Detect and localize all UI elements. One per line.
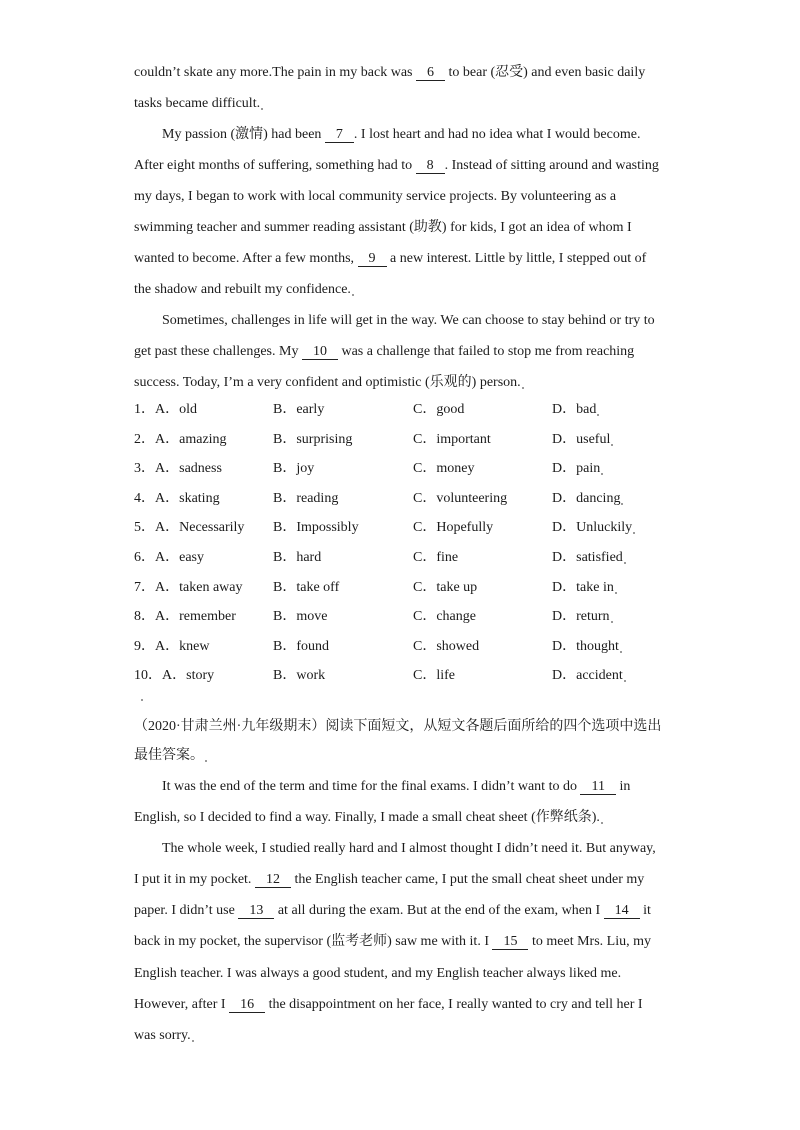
option-text: satisfied: [576, 549, 623, 565]
paragraph: [134, 771, 694, 833]
question-number: 4．: [134, 490, 155, 506]
option-a: [134, 632, 209, 662]
option-label: B．: [273, 549, 297, 565]
text-segment: was a challenge that failed to stop me from reaching: [337, 344, 635, 359]
paragraph-line: [134, 336, 694, 367]
option-d: [552, 454, 603, 484]
option-label: C．: [413, 549, 437, 565]
option-text: skating: [179, 490, 220, 506]
text-segment: couldn’t skate any more.The pain in my back was: [134, 65, 416, 80]
option-c: [413, 661, 455, 691]
paragraph-line: [134, 88, 694, 119]
option-d: [552, 661, 626, 691]
answer-blank: 11: [580, 779, 615, 795]
option-b: [273, 513, 359, 543]
option-text: sadness: [179, 461, 222, 477]
option-label: A．: [155, 461, 180, 477]
text-segment: get past these challenges. My: [134, 344, 302, 359]
option-label: A．: [155, 549, 180, 565]
option-b: [273, 602, 327, 632]
option-label: A．: [155, 520, 180, 536]
paragraph-line: [134, 864, 694, 895]
question-number: 1．: [134, 402, 155, 417]
option-a: [134, 484, 220, 514]
option-a: [134, 543, 204, 573]
option-a: [134, 395, 197, 425]
text-segment: After eight months of suffering, something had to: [134, 158, 416, 173]
option-c: [413, 543, 458, 573]
option-label: C．: [413, 402, 437, 417]
option-d: [552, 425, 613, 455]
option-label: C．: [413, 668, 437, 684]
empty-paragraph-mark: [141, 699, 143, 701]
paragraph-line: [134, 926, 694, 957]
option-text: reading: [296, 490, 339, 506]
paragraph: [134, 57, 694, 119]
option-label: D．: [552, 431, 577, 447]
option-text: life: [436, 668, 455, 684]
option-d: [552, 543, 626, 573]
option-text: knew: [179, 638, 210, 654]
option-text: Necessarily: [179, 520, 245, 536]
option-d: [552, 395, 599, 425]
paragraph-line: [134, 181, 694, 212]
option-text: money: [436, 461, 475, 477]
option-b: [273, 661, 325, 691]
answer-blank: 14: [604, 903, 640, 919]
option-b: [273, 632, 329, 662]
paragraph-line: [134, 771, 694, 802]
option-d: [552, 573, 617, 603]
text-segment: was sorry.: [134, 1027, 191, 1043]
paragraph: [134, 119, 694, 305]
option-text: take off: [296, 579, 340, 595]
option-label: A．: [155, 579, 180, 595]
option-b: [273, 454, 314, 484]
option-a: [134, 573, 242, 603]
text-segment: The whole week, I studied really hard and I almost thought I didn’t need it. But anyway,: [162, 841, 656, 857]
paragraph: [134, 305, 694, 398]
answer-blank: 6: [416, 65, 445, 81]
option-label: C．: [413, 579, 437, 595]
text-segment: my days, I began to work with local community service projects. By volunteering as a: [134, 189, 617, 204]
text-segment: . I lost heart and had no idea what I would become.: [353, 127, 641, 142]
passage-1: [134, 57, 694, 398]
option-c: [413, 454, 474, 484]
text-segment: to bear (忍受) and even basic daily: [445, 65, 646, 80]
question-number: 10．: [134, 668, 162, 684]
text-segment: tasks became difficult.: [134, 96, 261, 111]
option-label: D．: [552, 490, 577, 506]
option-b: [273, 484, 338, 514]
text-segment: at all during the exam. But at the end of the exam, when I: [274, 903, 604, 919]
option-label: A．: [155, 638, 180, 654]
option-text: move: [296, 609, 328, 625]
passage-2: [134, 771, 694, 1051]
text-segment: However, after I: [134, 996, 230, 1012]
answer-blank: 7: [325, 127, 354, 143]
option-text: taken away: [179, 579, 243, 595]
option-label: C．: [413, 520, 437, 536]
option-label: B．: [273, 609, 297, 625]
option-label: B．: [273, 579, 297, 595]
option-label: C．: [413, 490, 437, 506]
option-c: [413, 395, 464, 425]
question-row: [134, 573, 694, 603]
option-text: fine: [436, 549, 459, 565]
option-c: [413, 484, 507, 514]
paragraph-line: [134, 274, 694, 305]
option-b: [273, 543, 321, 573]
question-number: 3．: [134, 461, 155, 477]
option-d: [552, 602, 613, 632]
option-text: accident: [576, 668, 623, 684]
option-b: [273, 573, 339, 603]
option-text: change: [436, 609, 476, 625]
option-text: useful: [576, 431, 611, 447]
text-segment: the shadow and rebuilt my confidence.: [134, 282, 351, 297]
option-text: amazing: [179, 431, 227, 447]
text-segment: swimming teacher and summer reading assistant (助教) for kids, I got an idea of whom I: [134, 220, 632, 235]
option-a: [134, 454, 222, 484]
answer-blank: 13: [238, 903, 274, 919]
question-number: 9．: [134, 638, 155, 654]
text-segment: a new interest. Little by little, I stepped out of: [386, 251, 647, 266]
question-row: [134, 632, 694, 662]
text-segment: it: [639, 903, 651, 919]
paragraph-line: [134, 212, 694, 243]
question-number: 6．: [134, 549, 155, 565]
option-c: [413, 632, 479, 662]
option-label: D．: [552, 609, 577, 625]
paragraph-line: [134, 305, 694, 336]
option-label: A．: [162, 668, 187, 684]
question-row: [134, 602, 694, 632]
paragraph-line: [134, 833, 694, 864]
option-text: dancing: [576, 490, 621, 506]
option-text: remember: [179, 609, 236, 625]
option-c: [413, 425, 491, 455]
paragraph-line: [134, 119, 694, 150]
text-segment: . Instead of sitting around and wasting: [444, 158, 659, 173]
option-text: surprising: [296, 431, 353, 447]
text-segment: in: [615, 779, 631, 794]
text-segment: It was the end of the term and time for the final exams. I didn’t want to do: [162, 779, 581, 794]
option-label: A．: [155, 402, 180, 417]
text-segment: wanted to become. After a few months,: [134, 251, 358, 266]
option-label: A．: [155, 431, 180, 447]
paragraph-line: [134, 1020, 694, 1051]
option-text: hard: [296, 549, 322, 565]
option-label: D．: [552, 668, 577, 684]
text-segment: paper. I didn’t use: [134, 903, 239, 919]
text-segment: English teacher. I was always a good student, and my English teacher always liked me.: [134, 965, 622, 981]
option-b: [273, 395, 324, 425]
option-text: showed: [436, 638, 480, 654]
question-row: [134, 454, 694, 484]
option-text: work: [296, 668, 326, 684]
option-text: thought: [576, 638, 619, 654]
option-label: D．: [552, 579, 577, 595]
option-label: B．: [273, 520, 297, 536]
option-label: B．: [273, 461, 297, 477]
option-d: [552, 513, 635, 543]
option-text: found: [296, 638, 330, 654]
option-c: [413, 573, 477, 603]
answer-blank: 12: [255, 872, 291, 888]
question-number: 5．: [134, 520, 155, 536]
paragraph: [134, 833, 694, 1051]
instruction-line: （2020·甘肃兰州·九年级期末）阅读下面短文，从短文各题后面所给的四个选项中选出: [134, 719, 662, 734]
question-row: [134, 395, 694, 425]
option-a: [134, 661, 214, 691]
question-options: [134, 395, 694, 691]
text-segment: the English teacher came, I put the small cheat sheet under my: [290, 872, 645, 888]
answer-blank: 9: [358, 251, 387, 267]
option-text: take up: [436, 579, 478, 595]
option-text: volunteering: [436, 490, 508, 506]
answer-blank: 8: [416, 158, 445, 174]
option-label: B．: [273, 402, 297, 417]
paragraph-line: [134, 243, 694, 274]
option-label: D．: [552, 549, 577, 565]
option-b: [273, 425, 352, 455]
option-label: D．: [552, 461, 577, 477]
paragraph-line: [134, 57, 694, 88]
option-label: B．: [273, 668, 297, 684]
option-a: [134, 602, 236, 632]
question-row: [134, 425, 694, 455]
option-text: return: [576, 609, 610, 625]
option-label: C．: [413, 431, 437, 447]
text-segment: My passion (激情) had been: [162, 127, 325, 142]
question-number: 2．: [134, 431, 155, 447]
paragraph-line: [134, 895, 694, 926]
answer-blank: 10: [302, 344, 338, 360]
option-label: B．: [273, 490, 297, 506]
option-label: C．: [413, 609, 437, 625]
option-text: joy: [296, 461, 315, 477]
answer-blank: 15: [492, 934, 528, 950]
option-label: B．: [273, 638, 297, 654]
question-number: 8．: [134, 609, 155, 625]
option-label: D．: [552, 520, 577, 536]
option-label: C．: [413, 461, 437, 477]
option-text: Impossibly: [296, 520, 359, 536]
option-label: D．: [552, 402, 577, 417]
paragraph-line: [134, 958, 694, 989]
option-text: early: [296, 402, 325, 417]
option-text: story: [186, 668, 215, 684]
text-segment: success. Today, I’m a very confident and optimistic (乐观的) person.: [134, 375, 521, 390]
option-text: bad: [576, 402, 597, 417]
paragraph-line: [134, 802, 694, 833]
option-text: easy: [179, 549, 205, 565]
text-segment: Sometimes, challenges in life will get in the way. We can choose to stay behind or try to: [162, 313, 655, 328]
option-c: [413, 513, 493, 543]
option-text: take in: [576, 579, 614, 595]
paragraph-line: [134, 150, 694, 181]
paragraph-line: [134, 989, 694, 1020]
text-segment: the disappointment on her face, I really wanted to cry and tell her I: [265, 996, 643, 1012]
question-row: [134, 661, 694, 691]
option-text: important: [436, 431, 491, 447]
option-label: A．: [155, 490, 180, 506]
option-text: good: [436, 402, 465, 417]
option-label: B．: [273, 431, 297, 447]
option-text: Hopefully: [436, 520, 494, 536]
text-segment: I put it in my pocket.: [134, 872, 255, 888]
option-text: pain: [576, 461, 601, 477]
option-d: [552, 484, 623, 514]
option-label: D．: [552, 638, 577, 654]
question-row: [134, 484, 694, 514]
option-label: C．: [413, 638, 437, 654]
section-2-instructions: [134, 712, 694, 770]
question-number: 7．: [134, 579, 155, 595]
instruction-line: 最佳答案。: [134, 741, 694, 770]
text-segment: English, so I decided to find a way. Finally, I made a small cheat sheet (作弊纸条).: [134, 810, 600, 826]
answer-blank: 16: [229, 997, 265, 1013]
option-label: A．: [155, 609, 180, 625]
option-c: [413, 602, 476, 632]
text-segment: to meet Mrs. Liu, my: [528, 934, 651, 950]
option-text: old: [179, 402, 198, 417]
text-segment: back in my pocket, the supervisor (监考老师) saw me with it. I: [134, 934, 493, 950]
option-a: [134, 513, 244, 543]
option-text: Unluckily: [576, 520, 633, 536]
option-a: [134, 425, 227, 455]
option-d: [552, 632, 622, 662]
question-row: [134, 513, 694, 543]
question-row: [134, 543, 694, 573]
paragraph-line: [134, 367, 694, 398]
